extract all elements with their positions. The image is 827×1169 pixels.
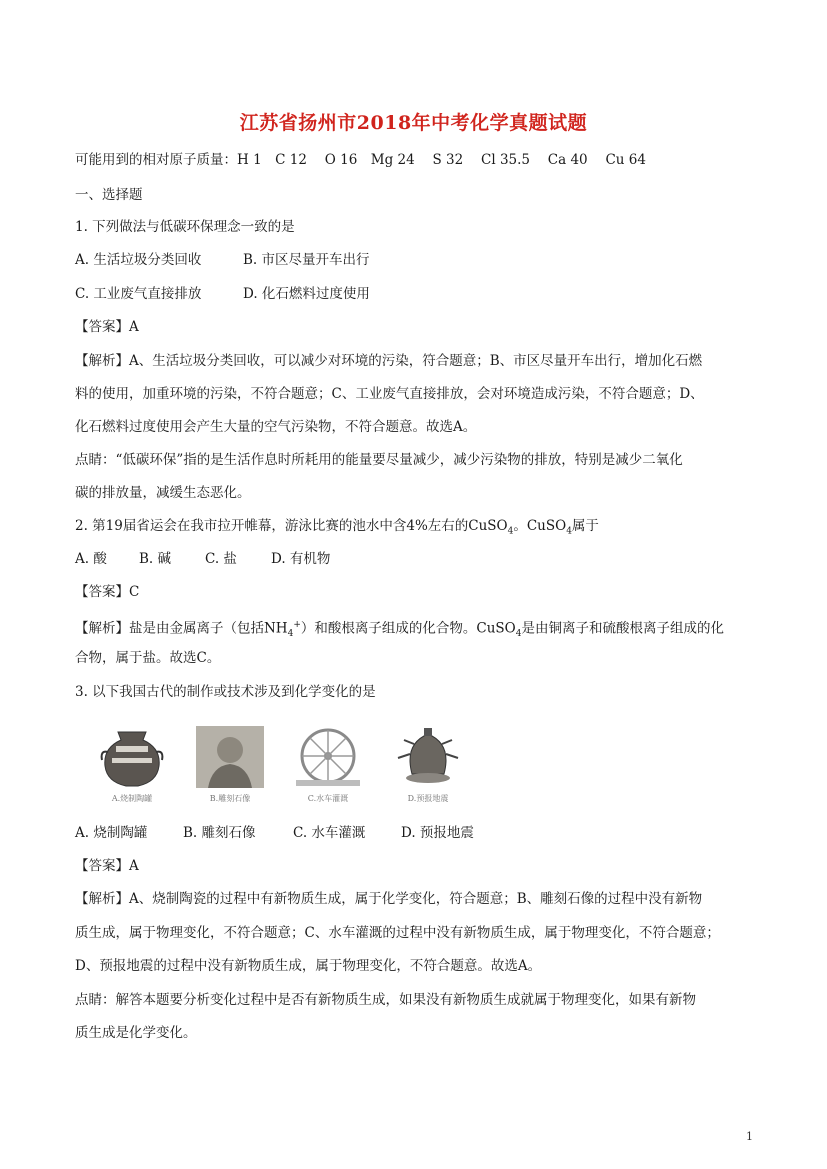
figure-stone-statue (186, 724, 274, 804)
q1-option-c: C. 工业废气直接排放 (75, 286, 202, 302)
section-heading: 一、选择题 (75, 187, 143, 203)
page-title: 江苏省扬州市2018年中考化学真题试题 (239, 112, 588, 134)
q2-options (75, 550, 755, 568)
q2-analysis-part2: ）和酸根离子组成的化合物。CuSO (300, 620, 516, 637)
q2-option-c: C. 盐 (205, 551, 237, 567)
atomic-mass-line: 可能用到的相对原子质量：H 1 C 12 O 16 Mg 24 S 32 Cl 35.5 Ca 40 Cu 64 (75, 152, 646, 168)
q2-option-b: B. 碱 (139, 551, 172, 567)
q1-analysis-line1: 【解析】A、生活垃圾分类回收，可以减少对环境的污染，符合题意；B、市区尽量开车出行，增加化石燃 (75, 353, 703, 369)
q3-answer: 【答案】A (75, 858, 139, 874)
q2-analysis-sup: + (293, 620, 301, 630)
stone-statue-icon (192, 724, 268, 790)
q3-note-line2: 质生成是化学变化。 (75, 1025, 197, 1041)
fig-caption-c: C.水车灌溉 (307, 794, 349, 803)
q1-options-row2 (75, 285, 755, 303)
q1-note-line1: 点睛：“低碳环保”指的是生活作息时所耗用的能量要尽量减少，减少污染物的排放，特别是减少二氧化 (75, 452, 683, 468)
q3-analysis-line3: D、预报地震的过程中没有新物质生成，属于物理变化，不符合题意。故选A。 (75, 958, 542, 974)
q2-analysis-sub2: 4 (515, 629, 522, 640)
q3-analysis-line1: 【解析】A、烧制陶瓷的过程中有新物质生成，属于化学变化，符合题意；B、雕刻石像的过程中没有新物 (75, 891, 703, 907)
q3-option-a: A. 烧制陶罐 (75, 825, 148, 841)
q2-stem-part2: 。CuSO (513, 518, 567, 534)
q1-option-b: B. 市区尽量开车出行 (243, 252, 370, 268)
q3-option-d: D. 预报地震 (401, 825, 474, 841)
q3-option-b: B. 雕刻石像 (183, 825, 256, 841)
q1-analysis-line3: 化石燃料过度使用会产生大量的空气污染物，不符合题意。故选A。 (75, 419, 477, 435)
q1-option-d: D. 化石燃料过度使用 (243, 286, 370, 302)
q2-option-d: D. 有机物 (271, 551, 331, 567)
figure-pottery-jar (88, 724, 176, 804)
q1-option-a: A. 生活垃圾分类回收 (75, 252, 202, 268)
q2-answer: 【答案】C (75, 584, 140, 600)
fig-caption-a: A.烧制陶罐 (111, 794, 153, 803)
q2-analysis-line2: 合物，属于盐。故选C。 (75, 650, 221, 666)
q3-options (75, 824, 755, 842)
q1-stem: 1. 下列做法与低碳环保理念一致的是 (75, 219, 295, 235)
q2-analysis-part1: 【解析】盐是由金属离子（包括NH (75, 620, 288, 637)
q1-options-row1 (75, 251, 755, 269)
water-wheel-icon (290, 724, 366, 790)
q3-option-c: C. 水车灌溉 (293, 825, 366, 841)
pottery-jar-icon (94, 724, 170, 790)
q1-note-line2: 碳的排放量，减缓生态恶化。 (75, 485, 251, 501)
figure-seismograph (384, 724, 472, 804)
q2-analysis-part3: 是由铜离子和硫酸根离子组成的化 (521, 620, 724, 637)
q1-answer: 【答案】A (75, 319, 139, 335)
q3-figure-row (88, 724, 488, 804)
seismograph-icon (390, 724, 466, 790)
q3-stem: 3. 以下我国古代的制作或技术涉及到化学变化的是 (75, 684, 376, 700)
q2-stem-part1: 2. 第19届省运会在我市拉开帷幕，游泳比赛的池水中含4%左右的CuSO (75, 518, 508, 534)
page-number: 1 (746, 1130, 753, 1143)
q2-stem-part3: 属于 (571, 518, 599, 534)
fig-caption-d: D.预报地震 (407, 794, 449, 803)
q3-analysis-line2: 质生成，属于物理变化，不符合题意；C、水车灌溉的过程中没有新物质生成，属于物理变化，不符合题意； (75, 925, 720, 941)
q2-stem-sub1: 4 (507, 526, 514, 537)
q2-analysis-sub: 4 (287, 629, 294, 640)
q3-note-line1: 点睛：解答本题要分析变化过程中是否有新物质生成，如果没有新物质生成就属于物理变化，如果有新物 (75, 992, 696, 1008)
figure-water-wheel (284, 724, 372, 804)
q2-analysis-line1 (75, 616, 755, 643)
q2-option-a: A. 酸 (75, 551, 107, 567)
fig-caption-b: B.雕刻石像 (209, 794, 251, 803)
q1-analysis-line2: 料的使用，加重环境的污染，不符合题意；C、工业废气直接排放，会对环境造成污染，不符合题意；D、 (75, 386, 704, 402)
q2-stem-sub2: 4 (566, 526, 572, 537)
q2-stem (75, 517, 755, 541)
